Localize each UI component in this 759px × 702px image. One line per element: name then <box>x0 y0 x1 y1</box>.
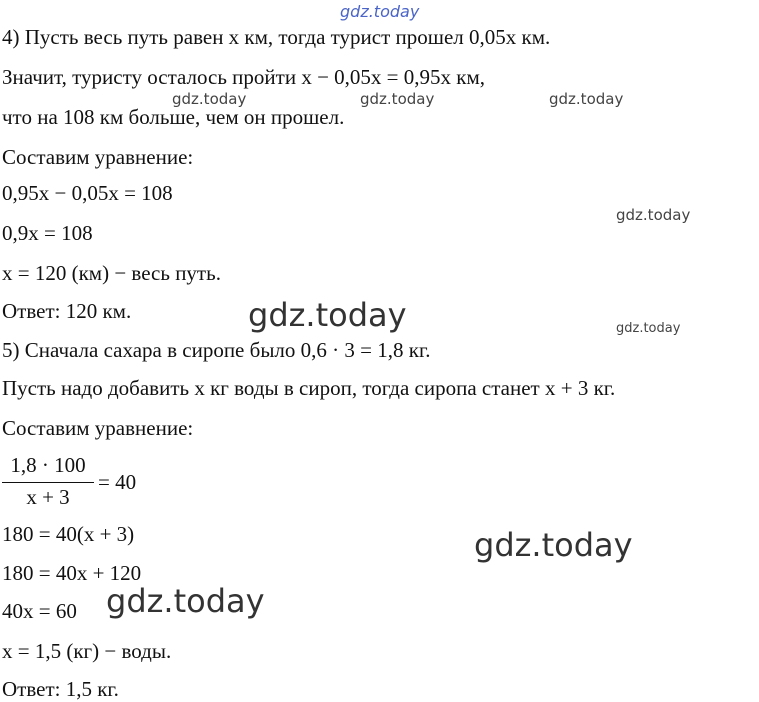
solution-line: 4) Пусть весь путь равен x км, тогда турист прошел 0,05x км. <box>2 25 551 49</box>
watermark-small: gdz.today <box>616 321 681 336</box>
watermark-large: gdz.today <box>106 582 265 620</box>
solution-line: Пусть надо добавить x кг воды в сироп, тогда сиропа станет x + 3 кг. <box>2 376 616 400</box>
equation-line: x = 1,5 (кг) − воды. <box>2 639 172 663</box>
watermark-small: gdz.today <box>616 206 691 224</box>
fraction-bar <box>2 482 94 483</box>
equation-line: 0,9x = 108 <box>2 221 93 245</box>
watermark-small: gdz.today <box>360 90 435 108</box>
equation-line: x = 120 (км) − весь путь. <box>2 261 221 285</box>
fraction-denominator: x + 3 <box>26 485 70 509</box>
solution-line: что на 108 км больше, чем он прошел. <box>2 105 345 129</box>
fraction-numerator: 1,8 · 100 <box>10 453 86 477</box>
fraction-rhs: = 40 <box>98 470 137 494</box>
solution-line: Составим уравнение: <box>2 416 194 440</box>
answer-line: Ответ: 120 км. <box>2 299 132 323</box>
watermark-top: gdz.today <box>340 2 420 21</box>
answer-line: Ответ: 1,5 кг. <box>2 677 119 701</box>
equation-line: 0,95x − 0,05x = 108 <box>2 181 173 205</box>
watermark-large: gdz.today <box>474 526 633 564</box>
solution-line: Значит, туристу осталось пройти x − 0,05x = 0,95x км, <box>2 65 485 89</box>
watermark-small: gdz.today <box>549 90 624 108</box>
equation-line: 180 = 40x + 120 <box>2 561 142 585</box>
watermark-small: gdz.today <box>172 90 247 108</box>
solution-line: 5) Сначала сахара в сиропе было 0,6 · 3 = 1,8 кг. <box>2 338 431 362</box>
solution-line: Составим уравнение: <box>2 145 194 169</box>
equation-line: 40x = 60 <box>2 599 77 623</box>
fraction-equation <box>2 452 162 514</box>
watermark-large: gdz.today <box>248 296 407 334</box>
equation-line: 180 = 40(x + 3) <box>2 522 135 546</box>
